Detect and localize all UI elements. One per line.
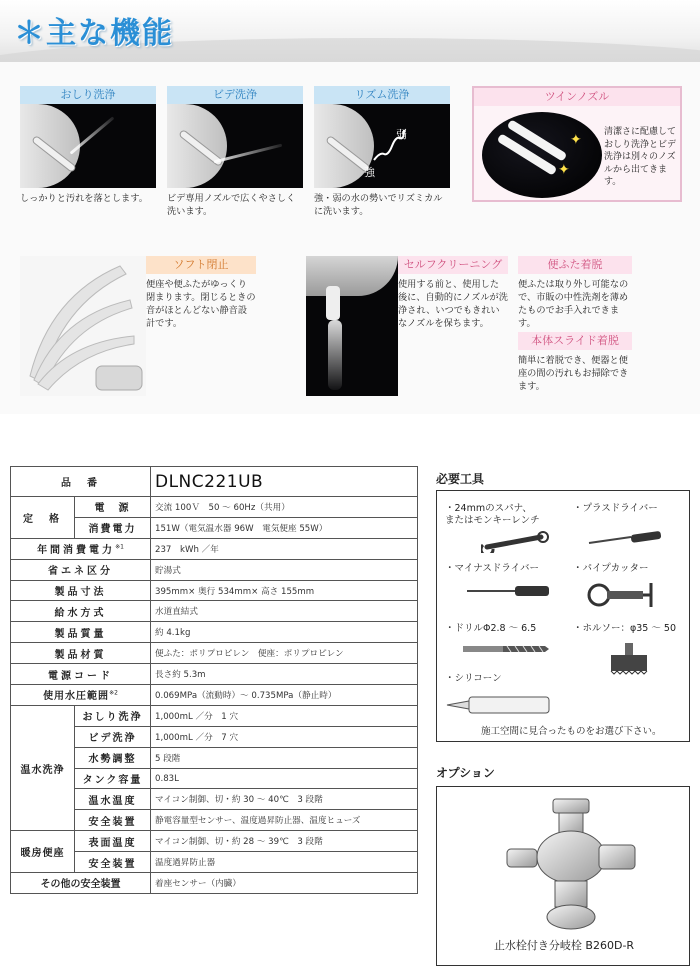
spec-value: 長さ約 5.3m [151,664,418,685]
spec-label: 給水方式 [11,601,151,622]
spec-label: 安全装置 [75,810,151,831]
feature-soft-close-desc: 便座や便ふたがゆっくり閉まります。閉じるときの音がほとんどない静音設計です。 [146,279,256,329]
feature-soft-close-label: ソフト閉止 [146,256,256,274]
table-row [11,622,418,643]
spec-value: マイコン制御、切・約 28 ～ 39℃ 3 段階 [151,831,418,852]
table-row [11,601,418,622]
soft-close-seat-icon [20,256,146,396]
footnote-mark: ※2 [109,690,118,698]
branch-valve-icon [501,797,641,933]
table-row [11,664,418,685]
spec-label: おしり洗浄 [75,705,151,726]
feature-panel [0,62,700,414]
spec-value: 着座センサー（内臓） [151,873,418,894]
spec-group-label: 温水洗浄 [11,705,75,830]
spec-value: 交流 100Ｖ 50 ～ 60Hz（共用） [151,497,418,518]
table-row [11,559,418,580]
spec-value: マイコン制御、切・約 30 ～ 40℃ 3 段階 [151,789,418,810]
table-row [11,705,418,726]
spec-label: 消費電力 [75,517,151,538]
spec-value: DLNC221UB [151,467,418,497]
feature-oshiri [20,86,156,205]
tool-spanner-label: ・24mmのスパナ、 またはモンキーレンチ [445,503,540,526]
feature-rhythm-photo [314,104,450,188]
silicone-tube-icon [445,693,555,717]
feature-self-clean [398,256,508,330]
soft-close-photo [20,256,146,396]
feature-lid-removal [518,256,632,330]
toilet-bowl-rim [306,256,398,296]
tool-minus-driver-label: ・マイナスドライバー [445,563,539,574]
spec-value: 151W（電気温水器 96W 電気便座 55W） [151,517,418,538]
table-row [11,580,418,601]
spanner-icon [481,531,553,553]
feature-oshiri-label: おしり洗浄 [20,86,156,104]
spec-label: 安全装置 [75,852,151,873]
spec-label: 電源コード [11,664,151,685]
spec-label: 品 番 [11,467,151,497]
spec-label: 水勢調整 [75,747,151,768]
rhythm-strong-text: 強 [364,166,375,179]
feature-lid-removal-desc: 便ふたは取り外し可能なので、市販の中性洗剤を薄めたものでお手入れできます。 [518,279,629,329]
page-title: ＊主な機能 [14,16,174,51]
self-clean-photo [306,256,398,396]
drill-bit-icon [461,643,551,655]
feature-bidet-photo [167,104,303,188]
tool-pipe-cutter-label: ・パイプカッター [573,563,649,574]
spec-label: 年間消費電力$^{※1}$ [11,538,151,559]
spec-label: 製品材質 [11,643,151,664]
tools-box [436,490,690,742]
table-row [11,873,418,894]
spec-value: 静電容量型センサー、温度過昇防止器、温度ヒューズ [151,810,418,831]
water-spray-icon [328,320,342,390]
spec-label: タンク容量 [75,768,151,789]
spec-value: 約 4.1kg [151,622,418,643]
sparkle-icon: ✦ [570,132,582,148]
feature-twin-photo [482,112,602,198]
feature-self-clean-label: セルフクリーニング [398,256,508,274]
option-box [436,786,690,966]
spec-label: 電 源 [75,497,151,518]
feature-body-slide-desc: 簡単に着脱でき、便器と便座の間の汚れもお掃除できます。 [518,355,629,392]
feature-body-slide [518,332,632,393]
table-row [11,538,418,559]
pipe-cutter-icon [585,579,665,609]
rhythm-weak-text: 弱 [396,128,407,141]
spec-value: 貯湯式 [151,559,418,580]
minus-driver-icon [465,583,551,599]
spec-value: 1,000mL ／分 1 穴 [151,705,418,726]
feature-body-slide-label: 本体スライド着脱 [518,332,632,350]
table-row [11,685,418,706]
feature-lid-removal-label: 便ふた着脱 [518,256,632,274]
tools-note: 施工空間に見合ったものをお選び下さい。 [481,726,662,737]
spec-value: 便ふた：ポリプロピレン 便座：ポリプロピレン [151,643,418,664]
tools-title: 必要工具 [436,472,485,486]
feature-rhythm-desc: 強・弱の水の勢いでリズミカルに洗います。 [314,193,443,217]
spec-label: 省エネ区分 [11,559,151,580]
spec-label: その他の安全装置 [11,873,151,894]
spec-value: 5 段階 [151,747,418,768]
feature-self-clean-desc: 使用する前と、使用した後に、自動的にノズルが洗浄され、いつでもきれいなノズルを保ちます。 [398,279,508,329]
spec-label: 温水温度 [75,789,151,810]
spec-value: 温度過昇防止器 [151,852,418,873]
table-row [11,643,418,664]
spec-label: 表面温度 [75,831,151,852]
feature-soft-close [146,256,256,330]
spec-value: 1,000mL ／分 7 穴 [151,726,418,747]
spec-label: 使用水圧範囲$^{※2}$ [11,685,151,706]
footnote-mark: ※1 [115,543,124,551]
spec-value: 237 kWh ／年 [151,538,418,559]
nozzle-icon [326,286,340,320]
sparkle-icon: ✦ [558,162,570,178]
spec-value: 0.83L [151,768,418,789]
feature-oshiri-photo [20,104,156,188]
feature-twin-label: ツインノズル [474,88,680,106]
feature-rhythm [314,86,450,218]
tool-silicone-label: ・シリコーン [445,673,502,684]
spec-group-label: 定 格 [11,497,75,539]
feature-bidet [167,86,303,218]
plus-driver-icon [587,531,663,547]
spec-value: 395mm× 奥行 534mm× 高さ 155mm [151,580,418,601]
feature-bidet-desc: ビデ専用ノズルで広くやさしく洗います。 [167,193,296,217]
option-title: オプション [436,766,495,780]
header-banner [0,0,700,62]
feature-twin-desc: 清潔さに配慮しておしり洗浄とビデ洗浄は別々のノズルから出てきます。 [604,127,677,187]
tool-plus-driver-label: ・プラスドライバー [573,503,658,514]
spec-value: 0.069MPa（流動時）～ 0.735MPa（静止時） [151,685,418,706]
feature-bidet-label: ビデ洗浄 [167,86,303,104]
table-row [11,497,418,518]
option-caption: 止水栓付き分岐栓 B260D-R [493,939,635,952]
spec-group-label: 暖房便座 [11,831,75,873]
spec-label: 製品質量 [11,622,151,643]
feature-oshiri-desc: しっかりと汚れを落とします。 [20,193,148,204]
feature-twin [472,86,682,202]
spec-label: ビデ洗浄 [75,726,151,747]
spec-value: 水道直結式 [151,601,418,622]
table-row [11,831,418,852]
hole-saw-icon [607,641,651,675]
tool-hole-saw-label: ・ホルソー：φ35 ～ 50 [573,623,676,634]
feature-rhythm-label: リズム洗浄 [314,86,450,104]
tool-drill-label: ・ドリルΦ2.8 ～ 6.5 [445,623,537,634]
table-row [11,467,418,497]
spec-label: 製品寸法 [11,580,151,601]
spec-table [10,466,418,894]
